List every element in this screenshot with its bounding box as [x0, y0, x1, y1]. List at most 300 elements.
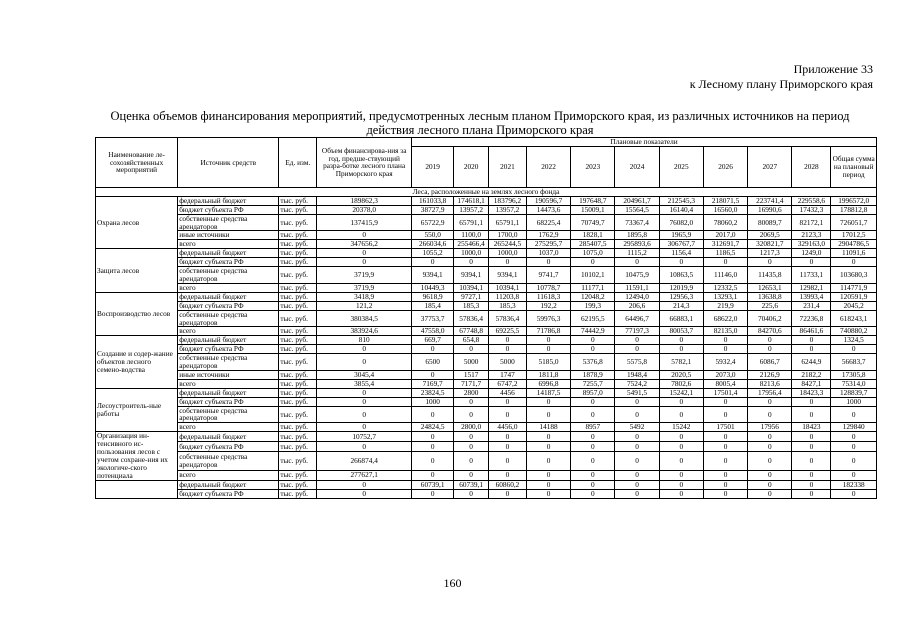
year-value-cell: 0	[792, 258, 831, 267]
funding-source: иные источники	[178, 370, 279, 379]
total-cell: 56683,7	[831, 354, 877, 371]
table-row	[96, 240, 877, 249]
header-source: Источник средств	[178, 138, 279, 188]
year-value-cell: 64496,7	[615, 310, 659, 327]
unit-cell: тыс. руб.	[279, 240, 317, 249]
base-volume-cell: 380384,5	[317, 310, 412, 327]
total-cell: 0	[831, 258, 877, 267]
activity-name: Защита лесов	[96, 249, 178, 293]
year-value-cell: 74442,9	[571, 327, 615, 336]
year-value-cell: 0	[526, 442, 570, 452]
year-value-cell: 0	[748, 336, 792, 345]
year-value-cell: 231,4	[792, 301, 831, 310]
year-value-cell: 12494,0	[615, 292, 659, 301]
activity-name: Охрана лесов	[96, 196, 178, 248]
table-row	[96, 231, 877, 240]
funding-source: собственные средства арендаторов	[178, 406, 279, 423]
base-volume-cell: 121,2	[317, 301, 412, 310]
year-value-cell: 7524,2	[615, 379, 659, 388]
header-activity: Наименование ле-сохозяйственных мероприятий	[96, 138, 178, 188]
year-value-cell: 2073,0	[703, 370, 747, 379]
year-value-cell: 312691,7	[703, 240, 747, 249]
year-value-cell: 7255,7	[571, 379, 615, 388]
funding-source: собственные средства арендаторов	[178, 452, 279, 471]
year-value-cell: 185,3	[489, 301, 527, 310]
funding-source: иные источники	[178, 231, 279, 240]
funding-source: собственные средства арендаторов	[178, 310, 279, 327]
year-value-cell: 0	[748, 480, 792, 489]
year-value-cell: 6500	[412, 354, 454, 371]
table-row	[96, 442, 877, 452]
year-value-cell: 0	[526, 345, 570, 354]
year-value-cell: 1895,8	[615, 231, 659, 240]
total-cell: 0	[831, 442, 877, 452]
funding-source: бюджет субъекта РФ	[178, 301, 279, 310]
year-value-cell: 0	[659, 470, 703, 480]
funding-source: всего	[178, 379, 279, 388]
year-value-cell: 0	[571, 480, 615, 489]
year-value-cell: 1217,3	[748, 249, 792, 258]
year-value-cell: 1115,2	[615, 249, 659, 258]
year-value-cell: 0	[526, 397, 570, 406]
total-cell: 0	[831, 470, 877, 480]
funding-source: всего	[178, 423, 279, 432]
total-cell: 1324,5	[831, 336, 877, 345]
year-value-cell: 0	[792, 489, 831, 498]
year-value-cell: 11435,8	[748, 267, 792, 284]
year-value-cell: 12332,5	[703, 283, 747, 292]
year-value-cell: 24824,5	[412, 423, 454, 432]
unit-cell: тыс. руб.	[279, 345, 317, 354]
base-volume-cell: 0	[317, 388, 412, 397]
year-value-cell: 0	[792, 397, 831, 406]
year-value-cell: 0	[659, 336, 703, 345]
year-value-cell: 10394,1	[489, 283, 527, 292]
year-value-cell: 0	[454, 470, 489, 480]
base-volume-cell: 0	[317, 354, 412, 371]
year-value-cell: 0	[659, 432, 703, 442]
year-value-cell: 1186,5	[703, 249, 747, 258]
year-value-cell: 8957	[571, 423, 615, 432]
total-cell: 129840	[831, 423, 877, 432]
year-value-cell: 0	[659, 489, 703, 498]
year-value-cell: 10475,9	[615, 267, 659, 284]
base-volume-cell: 0	[317, 345, 412, 354]
table-row	[96, 379, 877, 388]
year-value-cell: 4456,0	[489, 423, 527, 432]
year-value-cell: 0	[526, 406, 570, 423]
year-value-cell: 0	[659, 452, 703, 471]
year-value-cell: 6086,7	[748, 354, 792, 371]
funding-source: всего	[178, 240, 279, 249]
year-value-cell: 0	[454, 397, 489, 406]
year-value-cell: 329163,0	[792, 240, 831, 249]
header-year: 2019	[412, 146, 454, 187]
year-value-cell: 0	[526, 470, 570, 480]
year-value-cell: 190596,7	[526, 196, 570, 205]
year-value-cell: 0	[526, 452, 570, 471]
year-value-cell: 255466,4	[454, 240, 489, 249]
year-value-cell: 0	[615, 442, 659, 452]
funding-source: собственные средства арендаторов	[178, 354, 279, 371]
year-value-cell: 669,7	[412, 336, 454, 345]
base-volume-cell: 137415,9	[317, 214, 412, 231]
year-value-cell: 18423,3	[792, 388, 831, 397]
year-value-cell: 1700,0	[489, 231, 527, 240]
year-value-cell: 0	[703, 406, 747, 423]
base-volume-cell: 277627,1	[317, 470, 412, 480]
table-row	[96, 267, 877, 284]
year-value-cell: 0	[489, 336, 527, 345]
total-cell: 114771,9	[831, 283, 877, 292]
header-unit: Ед. изм.	[279, 138, 317, 188]
table-row	[96, 406, 877, 423]
document-title: Оценка объемов финансирования мероприятий, предусмотренных лесным планом Приморского края, из различных источников на период	[110, 109, 850, 123]
year-value-cell: 67748,8	[454, 327, 489, 336]
year-value-cell: 1000,0	[489, 249, 527, 258]
year-value-cell: 8427,1	[792, 379, 831, 388]
year-value-cell: 6244,9	[792, 354, 831, 371]
year-value-cell: 0	[748, 258, 792, 267]
year-value-cell: 84270,6	[748, 327, 792, 336]
year-value-cell: 197648,7	[571, 196, 615, 205]
year-value-cell: 2126,9	[748, 370, 792, 379]
year-value-cell: 0	[489, 442, 527, 452]
year-value-cell: 0	[412, 370, 454, 379]
year-value-cell: 0	[792, 345, 831, 354]
unit-cell: тыс. руб.	[279, 196, 317, 205]
year-value-cell: 16990,6	[748, 205, 792, 214]
year-value-cell: 0	[571, 432, 615, 442]
year-value-cell: 1037,0	[526, 249, 570, 258]
year-value-cell: 0	[703, 336, 747, 345]
year-value-cell: 12048,2	[571, 292, 615, 301]
header-year: 2025	[659, 146, 703, 187]
year-value-cell: 10778,7	[526, 283, 570, 292]
year-value-cell: 15242,1	[659, 388, 703, 397]
year-value-cell: 0	[792, 452, 831, 471]
unit-cell: тыс. руб.	[279, 231, 317, 240]
year-value-cell: 69225,5	[489, 327, 527, 336]
year-value-cell: 0	[489, 452, 527, 471]
base-volume-cell: 189862,3	[317, 196, 412, 205]
year-value-cell: 0	[489, 489, 527, 498]
year-value-cell: 6747,2	[489, 379, 527, 388]
unit-cell: тыс. руб.	[279, 470, 317, 480]
year-value-cell: 0	[571, 397, 615, 406]
year-value-cell: 1156,4	[659, 249, 703, 258]
year-value-cell: 11146,0	[703, 267, 747, 284]
year-value-cell: 0	[792, 470, 831, 480]
year-value-cell: 17956	[748, 423, 792, 432]
unit-cell: тыс. руб.	[279, 258, 317, 267]
year-value-cell: 0	[748, 345, 792, 354]
year-value-cell: 16560,0	[703, 205, 747, 214]
year-value-cell: 1055,2	[412, 249, 454, 258]
year-value-cell: 14473,6	[526, 205, 570, 214]
table-row	[96, 301, 877, 310]
year-value-cell: 65722,9	[412, 214, 454, 231]
appendix-label: Приложение 33	[793, 62, 873, 76]
base-volume-cell: 3855,4	[317, 379, 412, 388]
year-value-cell: 0	[792, 442, 831, 452]
year-value-cell: 0	[748, 489, 792, 498]
unit-cell: тыс. руб.	[279, 432, 317, 442]
base-volume-cell: 0	[317, 397, 412, 406]
year-value-cell: 0	[703, 489, 747, 498]
year-value-cell: 14187,5	[526, 388, 570, 397]
year-value-cell: 0	[659, 480, 703, 489]
year-value-cell: 185,4	[412, 301, 454, 310]
unit-cell: тыс. руб.	[279, 480, 317, 489]
base-volume-cell: 3719,9	[317, 283, 412, 292]
year-value-cell: 0	[659, 397, 703, 406]
year-value-cell: 86461,6	[792, 327, 831, 336]
year-value-cell: 1249,0	[792, 249, 831, 258]
table-row	[96, 432, 877, 442]
unit-cell: тыс. руб.	[279, 397, 317, 406]
base-volume-cell: 20378,0	[317, 205, 412, 214]
year-value-cell: 23824,5	[412, 388, 454, 397]
year-value-cell: 60739,1	[412, 480, 454, 489]
year-value-cell: 8957,0	[571, 388, 615, 397]
year-value-cell: 161033,8	[412, 196, 454, 205]
total-cell: 17012,5	[831, 231, 877, 240]
header-year: 2023	[571, 146, 615, 187]
unit-cell: тыс. руб.	[279, 249, 317, 258]
table-row	[96, 354, 877, 371]
unit-cell: тыс. руб.	[279, 406, 317, 423]
funding-source: собственные средства арендаторов	[178, 267, 279, 284]
year-value-cell: 60860,2	[489, 480, 527, 489]
year-value-cell: 0	[571, 489, 615, 498]
header-year: 2026	[703, 146, 747, 187]
year-value-cell: 266034,6	[412, 240, 454, 249]
year-value-cell: 0	[489, 397, 527, 406]
total-cell: 1996572,0	[831, 196, 877, 205]
year-value-cell: 1762,9	[526, 231, 570, 240]
unit-cell: тыс. руб.	[279, 205, 317, 214]
year-value-cell: 0	[615, 345, 659, 354]
year-value-cell: 0	[489, 258, 527, 267]
year-value-cell: 0	[454, 489, 489, 498]
table-row	[96, 480, 877, 489]
year-value-cell: 2069,5	[748, 231, 792, 240]
year-value-cell: 11591,1	[615, 283, 659, 292]
year-value-cell: 1100,0	[454, 231, 489, 240]
year-value-cell: 8213,6	[748, 379, 792, 388]
year-value-cell: 0	[615, 470, 659, 480]
year-value-cell: 0	[412, 406, 454, 423]
header-total: Общая сумма на плановый период	[831, 146, 877, 187]
table-row	[96, 345, 877, 354]
header-year: 2027	[748, 146, 792, 187]
year-value-cell: 0	[526, 480, 570, 489]
page-number: 160	[443, 576, 462, 590]
base-volume-cell: 266874,4	[317, 452, 412, 471]
funding-source: бюджет субъекта РФ	[178, 397, 279, 406]
year-value-cell: 2800	[454, 388, 489, 397]
year-value-cell: 5376,8	[571, 354, 615, 371]
total-cell: 740880,2	[831, 327, 877, 336]
total-cell: 0	[831, 345, 877, 354]
base-volume-cell: 0	[317, 489, 412, 498]
year-value-cell: 654,8	[454, 336, 489, 345]
year-value-cell: 17501,4	[703, 388, 747, 397]
year-value-cell: 2017,0	[703, 231, 747, 240]
year-value-cell: 0	[615, 406, 659, 423]
document-title-continuation: действия лесного плана Приморского края	[366, 123, 594, 137]
year-value-cell: 285407,5	[571, 240, 615, 249]
year-value-cell: 37753,7	[412, 310, 454, 327]
year-value-cell: 12982,1	[792, 283, 831, 292]
year-value-cell: 70406,2	[748, 310, 792, 327]
year-value-cell: 0	[792, 480, 831, 489]
year-value-cell: 0	[703, 397, 747, 406]
total-cell: 726051,7	[831, 214, 877, 231]
total-cell: 618243,1	[831, 310, 877, 327]
appendix-reference: к Лесному плану Приморского края	[689, 77, 873, 91]
funding-source: бюджет субъекта РФ	[178, 258, 279, 267]
total-cell: 103680,3	[831, 267, 877, 284]
header-year: 2020	[454, 146, 489, 187]
year-value-cell: 0	[659, 406, 703, 423]
total-cell: 75314,0	[831, 379, 877, 388]
base-volume-cell: 10752,7	[317, 432, 412, 442]
year-value-cell: 71786,8	[526, 327, 570, 336]
financing-table	[95, 137, 877, 499]
unit-cell: тыс. руб.	[279, 267, 317, 284]
unit-cell: тыс. руб.	[279, 370, 317, 379]
year-value-cell: 1878,9	[571, 370, 615, 379]
year-value-cell: 7169,7	[412, 379, 454, 388]
base-volume-cell: 0	[317, 423, 412, 432]
year-value-cell: 17956,4	[748, 388, 792, 397]
total-cell: 128839,7	[831, 388, 877, 397]
table-row	[96, 292, 877, 301]
table-row	[96, 249, 877, 258]
year-value-cell: 12956,3	[659, 292, 703, 301]
header-planned: Плановые показатели	[412, 138, 877, 147]
year-value-cell: 5185,0	[526, 354, 570, 371]
funding-source: федеральный бюджет	[178, 388, 279, 397]
total-cell: 178812,8	[831, 205, 877, 214]
year-value-cell: 0	[748, 406, 792, 423]
year-value-cell: 0	[489, 470, 527, 480]
year-value-cell: 225,6	[748, 301, 792, 310]
year-value-cell: 1000,0	[454, 249, 489, 258]
header-base-volume: Объем финансирова-ния за год, предше-ствующий разра-ботке лесного плана Приморского края	[317, 138, 412, 188]
total-cell: 0	[831, 406, 877, 423]
year-value-cell: 82172,1	[792, 214, 831, 231]
header-year: 2028	[792, 146, 831, 187]
year-value-cell: 1747	[489, 370, 527, 379]
unit-cell: тыс. руб.	[279, 283, 317, 292]
base-volume-cell: 3045,4	[317, 370, 412, 379]
year-value-cell: 0	[792, 336, 831, 345]
year-value-cell: 17501	[703, 423, 747, 432]
year-value-cell: 0	[659, 345, 703, 354]
year-value-cell: 7171,7	[454, 379, 489, 388]
year-value-cell: 1965,9	[659, 231, 703, 240]
year-value-cell: 0	[412, 258, 454, 267]
year-value-cell: 0	[615, 452, 659, 471]
activity-name	[96, 480, 178, 498]
year-value-cell: 219,9	[703, 301, 747, 310]
year-value-cell: 5932,4	[703, 354, 747, 371]
year-value-cell: 11733,1	[792, 267, 831, 284]
table-row	[96, 214, 877, 231]
year-value-cell: 72236,8	[792, 310, 831, 327]
table-row	[96, 489, 877, 498]
year-value-cell: 0	[703, 470, 747, 480]
year-value-cell: 9727,1	[454, 292, 489, 301]
year-value-cell: 0	[489, 345, 527, 354]
year-value-cell: 0	[748, 432, 792, 442]
year-value-cell: 9618,9	[412, 292, 454, 301]
year-value-cell: 2123,3	[792, 231, 831, 240]
year-value-cell: 0	[412, 345, 454, 354]
year-value-cell: 2020,5	[659, 370, 703, 379]
year-value-cell: 0	[454, 345, 489, 354]
total-cell: 0	[831, 489, 877, 498]
total-cell: 17305,8	[831, 370, 877, 379]
year-value-cell: 1948,4	[615, 370, 659, 379]
table-row	[96, 205, 877, 214]
year-value-cell: 59976,3	[526, 310, 570, 327]
year-value-cell: 13293,1	[703, 292, 747, 301]
year-value-cell: 0	[526, 336, 570, 345]
year-value-cell: 0	[792, 406, 831, 423]
header-year: 2022	[526, 146, 570, 187]
year-value-cell: 73367,4	[615, 214, 659, 231]
year-value-cell: 76082,0	[659, 214, 703, 231]
year-value-cell: 0	[615, 336, 659, 345]
year-value-cell: 229558,6	[792, 196, 831, 205]
year-value-cell: 11203,8	[489, 292, 527, 301]
unit-cell: тыс. руб.	[279, 388, 317, 397]
year-value-cell: 0	[412, 432, 454, 442]
funding-source: федеральный бюджет	[178, 249, 279, 258]
year-value-cell: 0	[571, 442, 615, 452]
year-value-cell: 13638,8	[748, 292, 792, 301]
year-value-cell: 550,0	[412, 231, 454, 240]
year-value-cell: 0	[454, 432, 489, 442]
year-value-cell: 38727,9	[412, 205, 454, 214]
year-value-cell: 0	[615, 480, 659, 489]
funding-source: федеральный бюджет	[178, 432, 279, 442]
year-value-cell: 0	[615, 258, 659, 267]
year-value-cell: 10394,1	[454, 283, 489, 292]
year-value-cell: 65791,1	[454, 214, 489, 231]
year-value-cell: 10449,3	[412, 283, 454, 292]
year-value-cell: 0	[748, 470, 792, 480]
year-value-cell: 14188	[526, 423, 570, 432]
year-value-cell: 295893,6	[615, 240, 659, 249]
year-value-cell: 80089,7	[748, 214, 792, 231]
table-row	[96, 327, 877, 336]
year-value-cell: 57836,4	[489, 310, 527, 327]
year-value-cell: 47558,0	[412, 327, 454, 336]
year-value-cell: 6996,8	[526, 379, 570, 388]
year-value-cell: 5782,1	[659, 354, 703, 371]
total-cell: 120591,9	[831, 292, 877, 301]
year-value-cell: 8005,4	[703, 379, 747, 388]
unit-cell: тыс. руб.	[279, 336, 317, 345]
year-value-cell: 0	[526, 432, 570, 442]
table-row	[96, 423, 877, 432]
year-value-cell: 204961,7	[615, 196, 659, 205]
